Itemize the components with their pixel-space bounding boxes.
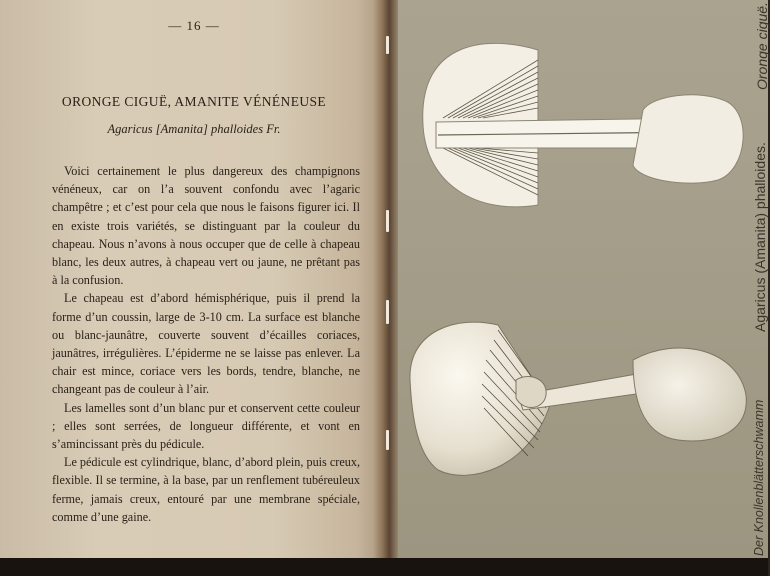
- plate-label-latin: Agaricus (Amanita) phalloides.: [752, 142, 768, 332]
- mushroom-section-upper: [423, 43, 743, 206]
- paragraph-lamelles: Les lamelles sont d’un blanc pur et conservent cette couleur ; elles sont serrées, de longueur différente, et vont en s’amincissant près du pédicule.: [52, 400, 360, 452]
- page-title: ORONGE CIGUË, AMANITE VÉNÉNEUSE: [61, 94, 327, 109]
- body-text: [52, 162, 360, 526]
- binding-thread: [386, 210, 389, 232]
- illustration-plate: [398, 0, 768, 558]
- table-surface: [0, 558, 768, 576]
- paragraph-intro: Voici certainement le plus dangereux des champignons vénéneux, car on l’a souvent confondu avec l’agaric champêtre ; et c’est pour cela que nous le faisons figurer ici. Il en existe trois variétés, se distinguant par la couleur du chapeau. Nous n’avons à nous occuper que de celle à chapeau blanc, les deux autres, à chapeau vert ou jaune, ne prêtant pas à la confusion.: [52, 164, 360, 288]
- binding-thread: [386, 430, 389, 450]
- mushroom-whole-lower: [410, 322, 746, 475]
- mushroom-illustration: [398, 0, 768, 558]
- plate-label-french: Oronge ciguë.: [754, 2, 770, 90]
- binding-thread: [386, 300, 389, 324]
- left-page: [0, 0, 388, 558]
- binding-thread: [386, 36, 389, 54]
- paragraph-chapeau: Le chapeau est d’abord hémisphérique, puis il prend la forme d’un coussin, large de 3-10 cm. La surface est blanche ou blanc-jaunâtre, couverte souvent d’écailles coriaces, jaunâtres, irrégulières. L’épiderme ne se laisse pas enlever. La chair est mince, coriace vers les bords, tendre, blanche, ne changeant pas de couleur à l’air.: [52, 291, 360, 397]
- plate-label-german: Der Knollenblätterschwamm: [752, 399, 766, 556]
- paragraph-pedicule: Le pédicule est cylindrique, blanc, d’abord plein, puis creux, flexible. Il se termine, à la base, par un renflement tubéreuleux ferme, jamais creux, entouré par une membrane spéciale, comme d’une gaine.: [52, 455, 360, 524]
- page-number: — 16 —: [168, 18, 220, 33]
- scientific-name: Agaricus [Amanita] phalloides Fr.: [107, 122, 281, 136]
